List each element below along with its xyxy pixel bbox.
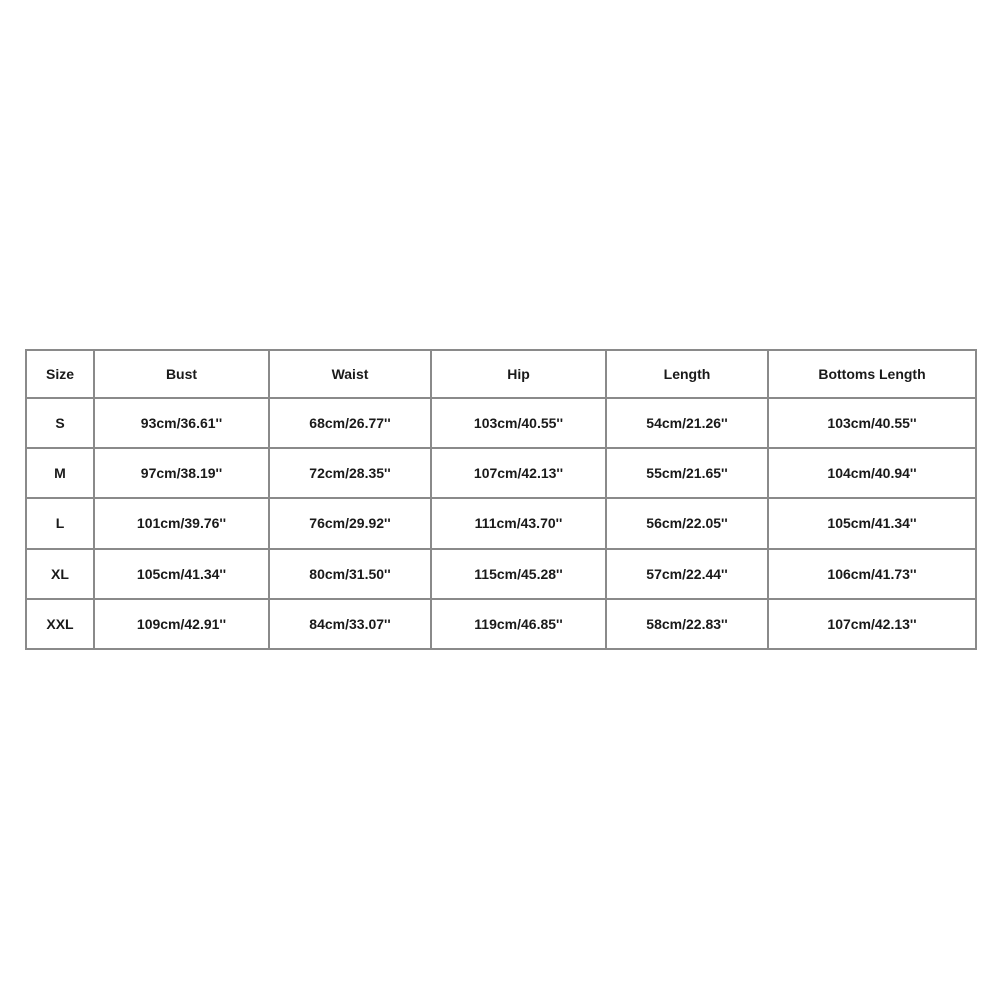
- bust-cell: 109cm/42.91'': [94, 599, 269, 649]
- length-cell: 58cm/22.83'': [606, 599, 768, 649]
- table-row: [26, 549, 976, 599]
- header-size: Size: [26, 350, 94, 398]
- table-row: [26, 398, 976, 448]
- size-cell: M: [26, 448, 94, 498]
- bust-cell: 101cm/39.76'': [94, 498, 269, 548]
- header-bottoms-length: Bottoms Length: [768, 350, 976, 398]
- table-row: [26, 599, 976, 649]
- bottoms-length-cell: 106cm/41.73'': [768, 549, 976, 599]
- bust-cell: 105cm/41.34'': [94, 549, 269, 599]
- length-cell: 54cm/21.26'': [606, 398, 768, 448]
- waist-cell: 68cm/26.77'': [269, 398, 431, 448]
- hip-cell: 103cm/40.55'': [431, 398, 606, 448]
- bottoms-length-cell: 104cm/40.94'': [768, 448, 976, 498]
- header-length: Length: [606, 350, 768, 398]
- bust-cell: 93cm/36.61'': [94, 398, 269, 448]
- hip-cell: 115cm/45.28'': [431, 549, 606, 599]
- hip-cell: 107cm/42.13'': [431, 448, 606, 498]
- header-hip: Hip: [431, 350, 606, 398]
- bottoms-length-cell: 107cm/42.13'': [768, 599, 976, 649]
- waist-cell: 72cm/28.35'': [269, 448, 431, 498]
- bottoms-length-cell: 105cm/41.34'': [768, 498, 976, 548]
- waist-cell: 80cm/31.50'': [269, 549, 431, 599]
- size-cell: XXL: [26, 599, 94, 649]
- length-cell: 56cm/22.05'': [606, 498, 768, 548]
- bust-cell: 97cm/38.19'': [94, 448, 269, 498]
- header-bust: Bust: [94, 350, 269, 398]
- length-cell: 55cm/21.65'': [606, 448, 768, 498]
- size-cell: L: [26, 498, 94, 548]
- bottoms-length-cell: 103cm/40.55'': [768, 398, 976, 448]
- hip-cell: 111cm/43.70'': [431, 498, 606, 548]
- header-waist: Waist: [269, 350, 431, 398]
- size-cell: S: [26, 398, 94, 448]
- table-row: [26, 448, 976, 498]
- waist-cell: 76cm/29.92'': [269, 498, 431, 548]
- size-chart-table: [25, 349, 977, 650]
- waist-cell: 84cm/33.07'': [269, 599, 431, 649]
- table-header-row: [26, 350, 976, 398]
- table-row: [26, 498, 976, 548]
- size-cell: XL: [26, 549, 94, 599]
- hip-cell: 119cm/46.85'': [431, 599, 606, 649]
- length-cell: 57cm/22.44'': [606, 549, 768, 599]
